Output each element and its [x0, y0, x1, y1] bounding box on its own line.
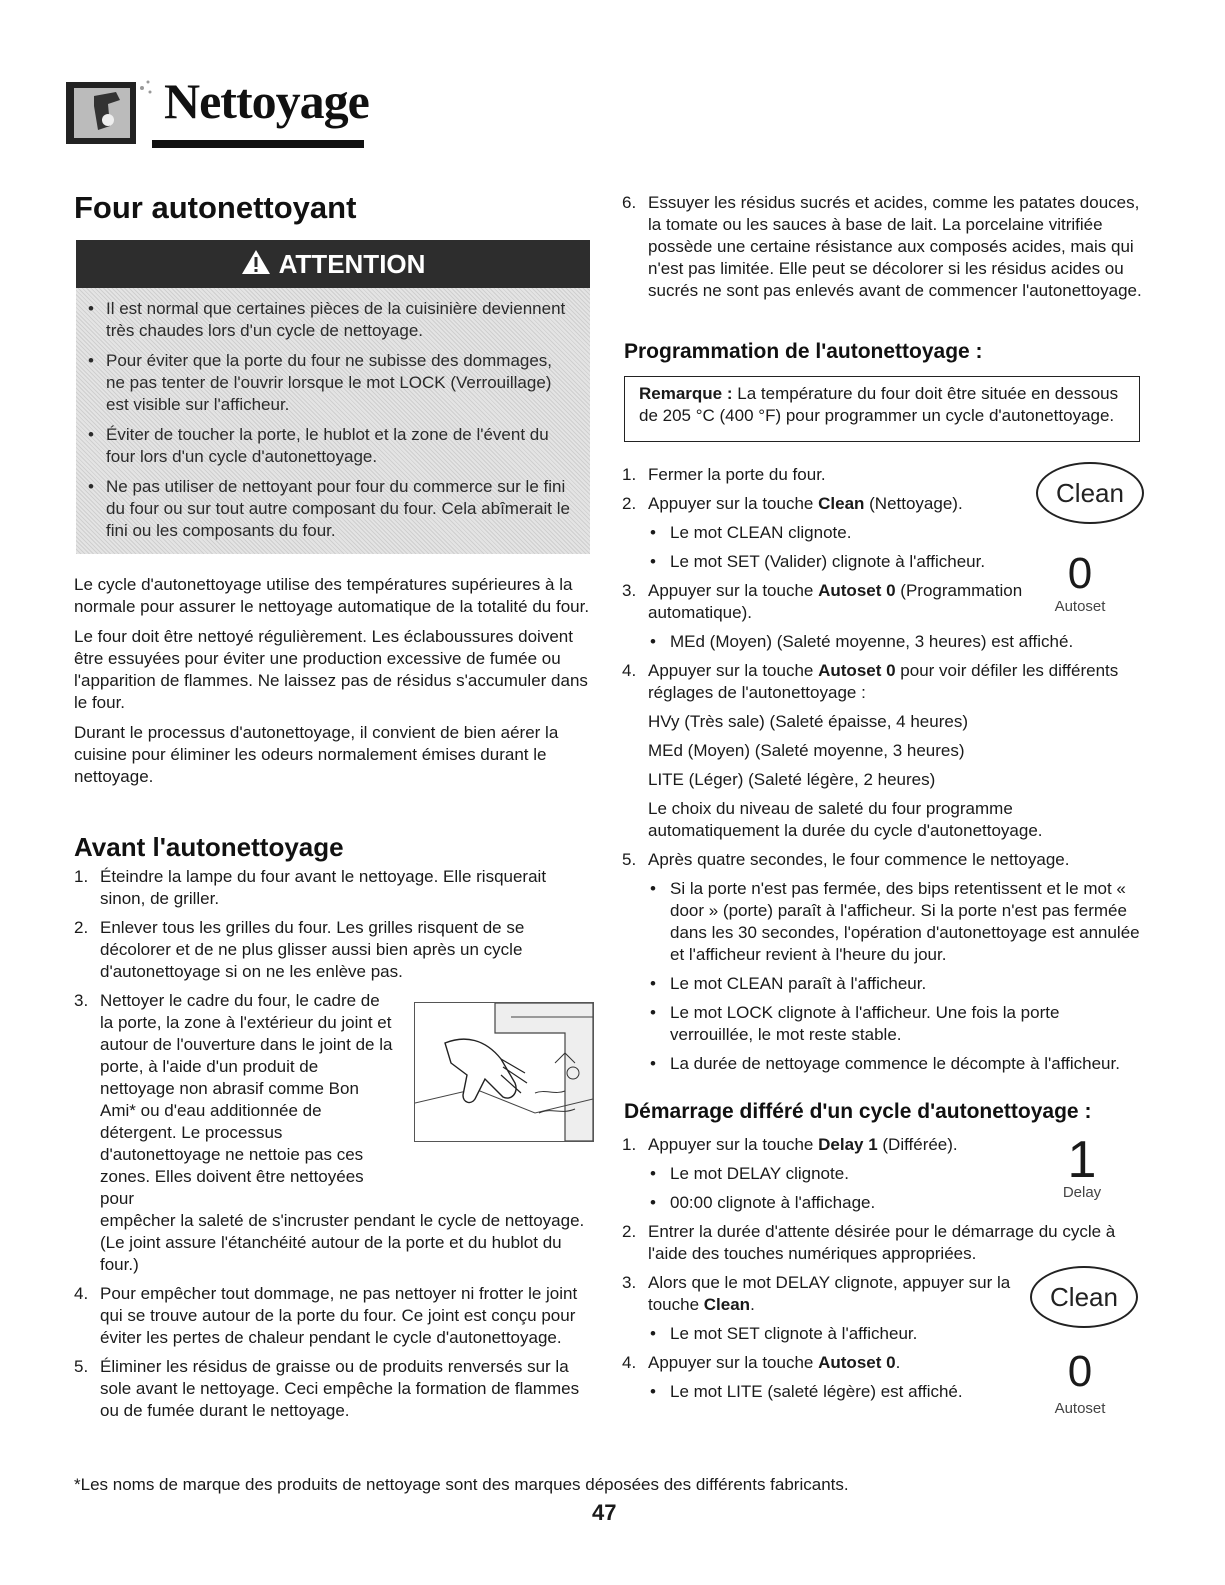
clean-key-icon-2: Clean [1030, 1266, 1138, 1328]
autoset-key-label-2: Autoset [1054, 1400, 1106, 1417]
bullet-item: • Le mot SET (Valider) clignote à l'afficheur. [650, 552, 986, 571]
list-item: 1. Fermer la porte du four. [622, 465, 826, 484]
paragraph: Le four doit être nettoyé régulièrement. Les éclaboussures doivent être essuyées pour éviter une production excessive de fumée ou l'apparition de flammes. Ne laissez pas de résidus s'accumuler dans le four. [74, 627, 588, 712]
list-item: 2. Appuyer sur la touche Clean (Nettoyage). [622, 494, 963, 513]
bullet-item: • Le mot LOCK clignote à l'afficheur. Une fois la porte verrouillée, le mot reste stable. [650, 1003, 1060, 1044]
list-item: 2. Enlever tous les grilles du four. Les grilles risquent de se décolorer et de ne plus glisser aussi bien après un cycle d'autonettoyage si on ne les enlève pas. [74, 918, 525, 981]
header [64, 62, 374, 152]
footnote: *Les noms de marque des produits de nettoyage sont des marques déposées des différents fabricants. [74, 1475, 849, 1494]
section-title-programmation: Programmation de l'autonettoyage : [624, 340, 983, 363]
note-label: Remarque : [639, 384, 733, 403]
spray-bottle-icon [64, 76, 154, 148]
attention-item: • Éviter de toucher la porte, le hublot et la zone de l'évent du four lors d'un cycle d'autonettoyage. [88, 425, 549, 466]
warning-triangle-icon [241, 242, 271, 290]
list-item: 2. Entrer la durée d'attente désirée pour le démarrage du cycle à l'aide des touches numériques appropriées. [622, 1222, 1116, 1263]
list-item: 4. Appuyer sur la touche Autoset 0. [622, 1353, 901, 1372]
setting-line: HVy (Très sale) (Saleté épaisse, 4 heures) [648, 712, 968, 731]
bullet-item: • Le mot SET clignote à l'afficheur. [650, 1324, 918, 1343]
list-item: 5. Après quatre secondes, le four commence le nettoyage. [622, 850, 1070, 869]
autoset-zero-key-icon-2: 0 [1067, 1347, 1093, 1396]
delay-one-key-icon: 1 [1067, 1131, 1097, 1189]
bullet-item: • La durée de nettoyage commence le décompte à l'afficheur. [650, 1054, 1120, 1073]
autoset-zero-key-icon: 0 [1067, 549, 1093, 598]
note-text: La température du four doit être située en dessous de 205 °C (400 °F) pour programmer un cycle d'autonettoyage. [639, 384, 1119, 425]
attention-item: • Pour éviter que la porte du four ne subisse des dommages, ne pas tenter de l'ouvrir lorsque le mot LOCK (Verrouillage) est visible sur l'afficheur. [88, 351, 553, 414]
list-item: 1. Appuyer sur la touche Delay 1 (Différée). [622, 1135, 958, 1154]
list-item: 3. Alors que le mot DELAY clignote, appuyer sur la touche Clean. [622, 1273, 1011, 1314]
attention-item: • Il est normal que certaines pièces de la cuisinière deviennent très chaudes lors d'un cycle de nettoyage. [88, 299, 566, 340]
bullet-item: • 00:00 clignote à l'affichage. [650, 1193, 876, 1212]
list-item: 3. Nettoyer le cadre du four, le cadre de la porte, la zone à l'extérieur du joint et autour de l'ouverture dans le joint de la porte, à l'aide d'un produit de nettoyage non abrasif comme Bon Ami* ou d'eau additionnée de détergent. Le processus d'autonettoyage ne nettoie pas ces zones. Elles doivent être nettoyées pour empêcher la saleté de s'incruster pendant le cycle de nettoyage. (Le joint assure l'étanchéité autour de la porte et du hublot du four.) [74, 991, 585, 1274]
autoset-key-label: Autoset [1054, 598, 1106, 615]
paragraph: Le cycle d'autonettoyage utilise des températures supérieures à la normale pour assurer le nettoyage automatique de la totalité du four. [74, 575, 590, 616]
delay-key-label: Delay [1062, 1184, 1102, 1201]
page-number: 47 [592, 1500, 617, 1525]
attention-item: • Ne pas utiliser de nettoyant pour four du commerce sur le fini du four ou sur tout autre composant du four. Cela abîmerait le fini ou les composants du four. [88, 477, 570, 540]
list-item: 6. Essuyer les résidus sucrés et acides, comme les patates douces, la tomate ou les sauces à base de lait. La porcelaine vitrifiée possède une certaine résistance aux composés acides, mais qui n'est pas limitée. Elle peut se décolorer si les résidus acides ou sucrés ne sont pas enlevés avant de commencer l'autonettoyage. [622, 193, 1142, 300]
attention-header [76, 240, 590, 288]
bullet-item: • Le mot LITE (saleté légère) est affiché. [650, 1382, 963, 1401]
section-title-avant: Avant l'autonettoyage [74, 832, 344, 862]
attention-label-text: ATTENTION [278, 249, 426, 279]
before-list [74, 866, 594, 1429]
bullet-item: • Le mot DELAY clignote. [650, 1164, 849, 1183]
paragraph: Durant le processus d'autonettoyage, il convient de bien aérer la cuisine pour éliminer les odeurs normalement émises durant le nettoyage. [74, 723, 559, 786]
attention-box [76, 240, 590, 554]
bullet-item: • Le mot CLEAN paraît à l'afficheur. [650, 974, 927, 993]
list-item: 5. Éliminer les résidus de graisse ou de produits renversés sur la sole avant le nettoyage. Ceci empêche la formation de flammes ou de fumée durant le nettoyage. [74, 1357, 580, 1420]
bullet-item: • MEd (Moyen) (Saleté moyenne, 3 heures) est affiché. [650, 632, 1074, 651]
setting-note: Le choix du niveau de saleté du four programme automatiquement la durée du cycle d'autonettoyage. [648, 799, 1043, 840]
list-item: 4. Pour empêcher tout dommage, ne pas nettoyer ni frotter le joint qui se trouve autour de la porte du four. Ce joint est conçu pour éviter les pertes de chaleur pendant le cycle d'autonettoyage. [74, 1284, 578, 1347]
section-title-demarrage-differe: Démarrage différé d'un cycle d'autonettoyage : [624, 1100, 1092, 1123]
section-title-four-autonettoyant: Four autonettoyant [74, 190, 357, 225]
clean-key-icon: Clean [1036, 462, 1144, 524]
list-item: 1. Éteindre la lampe du four avant le nettoyage. Elle risquerait sinon, de griller. [74, 867, 547, 908]
list-item: 3. Appuyer sur la touche Autoset 0 (Programmation automatique). [622, 581, 1023, 622]
setting-line: MEd (Moyen) (Saleté moyenne, 3 heures) [648, 741, 965, 760]
oven-door-cleaning-illustration [414, 1002, 594, 1142]
list-item: 4. Appuyer sur la touche Autoset 0 pour voir défiler les différents réglages de l'autonettoyage : [622, 661, 1119, 702]
bullet-item: • Le mot CLEAN clignote. [650, 523, 852, 542]
page-title: Nettoyage [164, 73, 369, 129]
right-item6 [622, 192, 1152, 309]
bullet-item: • Si la porte n'est pas fermée, des bips retentissent et le mot « door » (porte) paraît à l'afficheur. Si la porte n'est pas fermée dans les 30 secondes, l'opération d'autonettoyage est annulée et l'afficheur revient à l'heure du jour. [650, 879, 1140, 964]
intro-text [74, 574, 592, 788]
title-underline [152, 140, 364, 148]
setting-line: LITE (Léger) (Saleté légère, 2 heures) [648, 770, 936, 789]
note-box [624, 376, 1140, 442]
